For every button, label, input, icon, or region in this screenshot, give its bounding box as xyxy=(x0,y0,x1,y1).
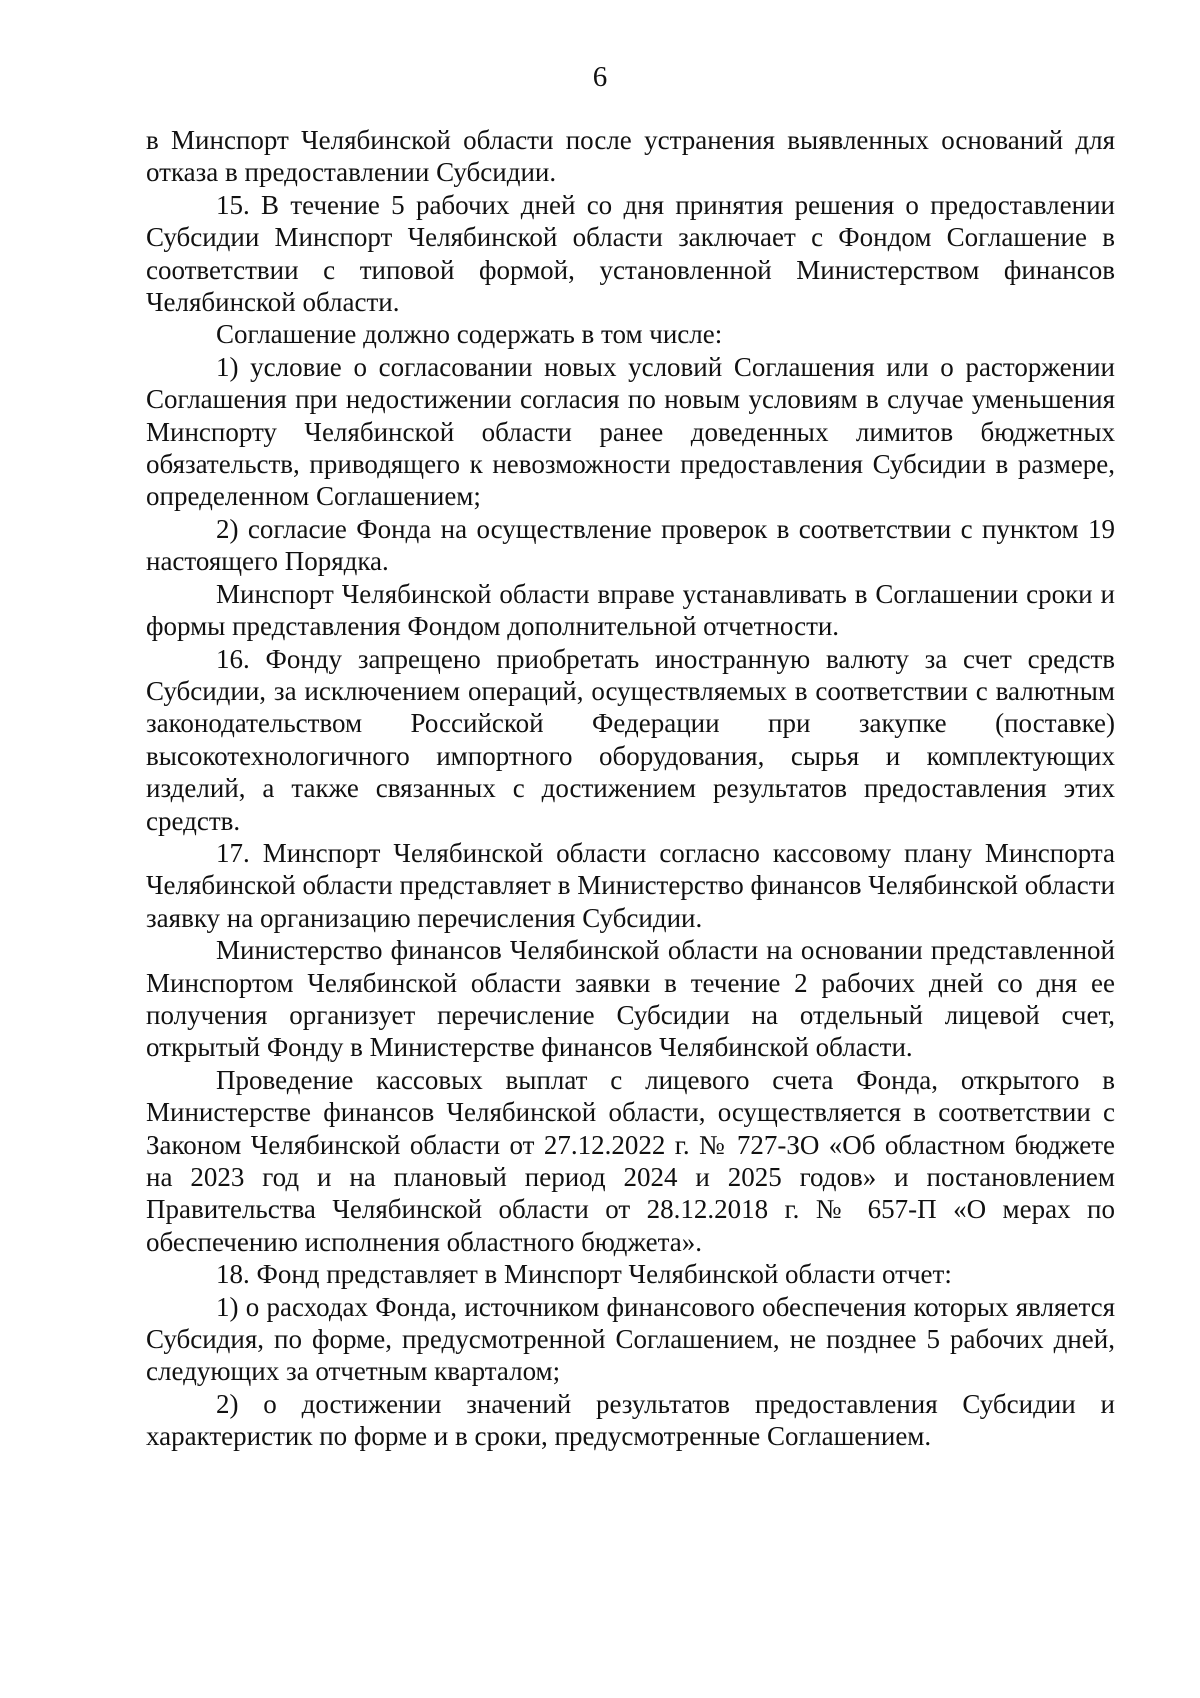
paragraph-item-17: 17. Минспорт Челябинской области согласно кассовому плану Минспорта Челябинской области представляет в Министерство финансов Челябинской области заявку на организацию перечисления Субсидии. xyxy=(146,837,1115,933)
paragraph-item-15: 15. В течение 5 рабочих дней со дня принятия решения о предоставлении Субсидии Минспорт Челябинской области заключает с Фондом Соглашение в соответствии с типовой формой, установленной Министерством финансов Челябинской области. xyxy=(146,189,1115,318)
document-body xyxy=(146,124,1115,1453)
paragraph-cash-payments: Проведение кассовых выплат с лицевого счета Фонда, открытого в Министерстве финансов Челябинской области, осуществляется в соответствии с Законом Челябинской области от 27.12.2022 г. № 727-ЗО «Об областном бюджете на 2023 год и на плановый период 2024 и 2025 годов» и постановлением Правительства Челябинской области от 28.12.2018 г. № 657-П «О мерах по обеспечению исполнения областного бюджета». xyxy=(146,1064,1115,1257)
paragraph-agreement-condition-1: 1) условие о согласовании новых условий Соглашения или о расторжении Соглашения при недостижении согласия по новым условиям в случае уменьшения Минспорту Челябинской области ранее доведенных лимитов бюджетных обязательств, приводящего к невозможности предоставления Субсидии в размере, определенном Соглашением; xyxy=(146,351,1115,512)
paragraph-agreement-intro: Соглашение должно содержать в том числе: xyxy=(216,319,723,350)
paragraph-item-18: 18. Фонд представляет в Минспорт Челябинской области отчет: xyxy=(216,1259,952,1290)
paragraph-continuation: в Минспорт Челябинской области после устранения выявленных оснований для отказа в предоставлении Субсидии. xyxy=(146,125,1115,188)
paragraph-item-16: 16. Фонду запрещено приобретать иностранную валюту за счет средств Субсидии, за исключением операций, осуществляемых в соответствии с валютным законодательством Российской Федерации при закупке (поставке) высокотехнологичного импортного оборудования, сырья и комплектующих изделий, а также связанных с достижением результатов предоставления этих средств. xyxy=(146,643,1115,836)
paragraph-ministry-transfer: Министерство финансов Челябинской области на основании представленной Минспортом Челябинской области заявки в течение 2 рабочих дней со дня ее получения организует перечисление Субсидии на отдельный лицевой счет, открытый Фонду в Министерстве финансов Челябинской области. xyxy=(146,935,1115,1063)
paragraph-reporting-terms: Минспорт Челябинской области вправе устанавливать в Соглашении сроки и формы представления Фондом дополнительной отчетности. xyxy=(146,578,1115,642)
paragraph-report-2: 2) о достижении значений результатов предоставления Субсидии и характеристик по форме и в сроки, предусмотренные Соглашением. xyxy=(146,1388,1115,1452)
paragraph-agreement-condition-2: 2) согласие Фонда на осуществление проверок в соответствии с пунктом 19 настоящего Порядка. xyxy=(146,513,1115,577)
page-number: 6 xyxy=(592,61,608,93)
paragraph-report-1: 1) о расходах Фонда, источником финансового обеспечения которых является Субсидия, по форме, предусмотренной Соглашением, не позднее 5 рабочих дней, следующих за отчетным кварталом; xyxy=(146,1291,1115,1387)
